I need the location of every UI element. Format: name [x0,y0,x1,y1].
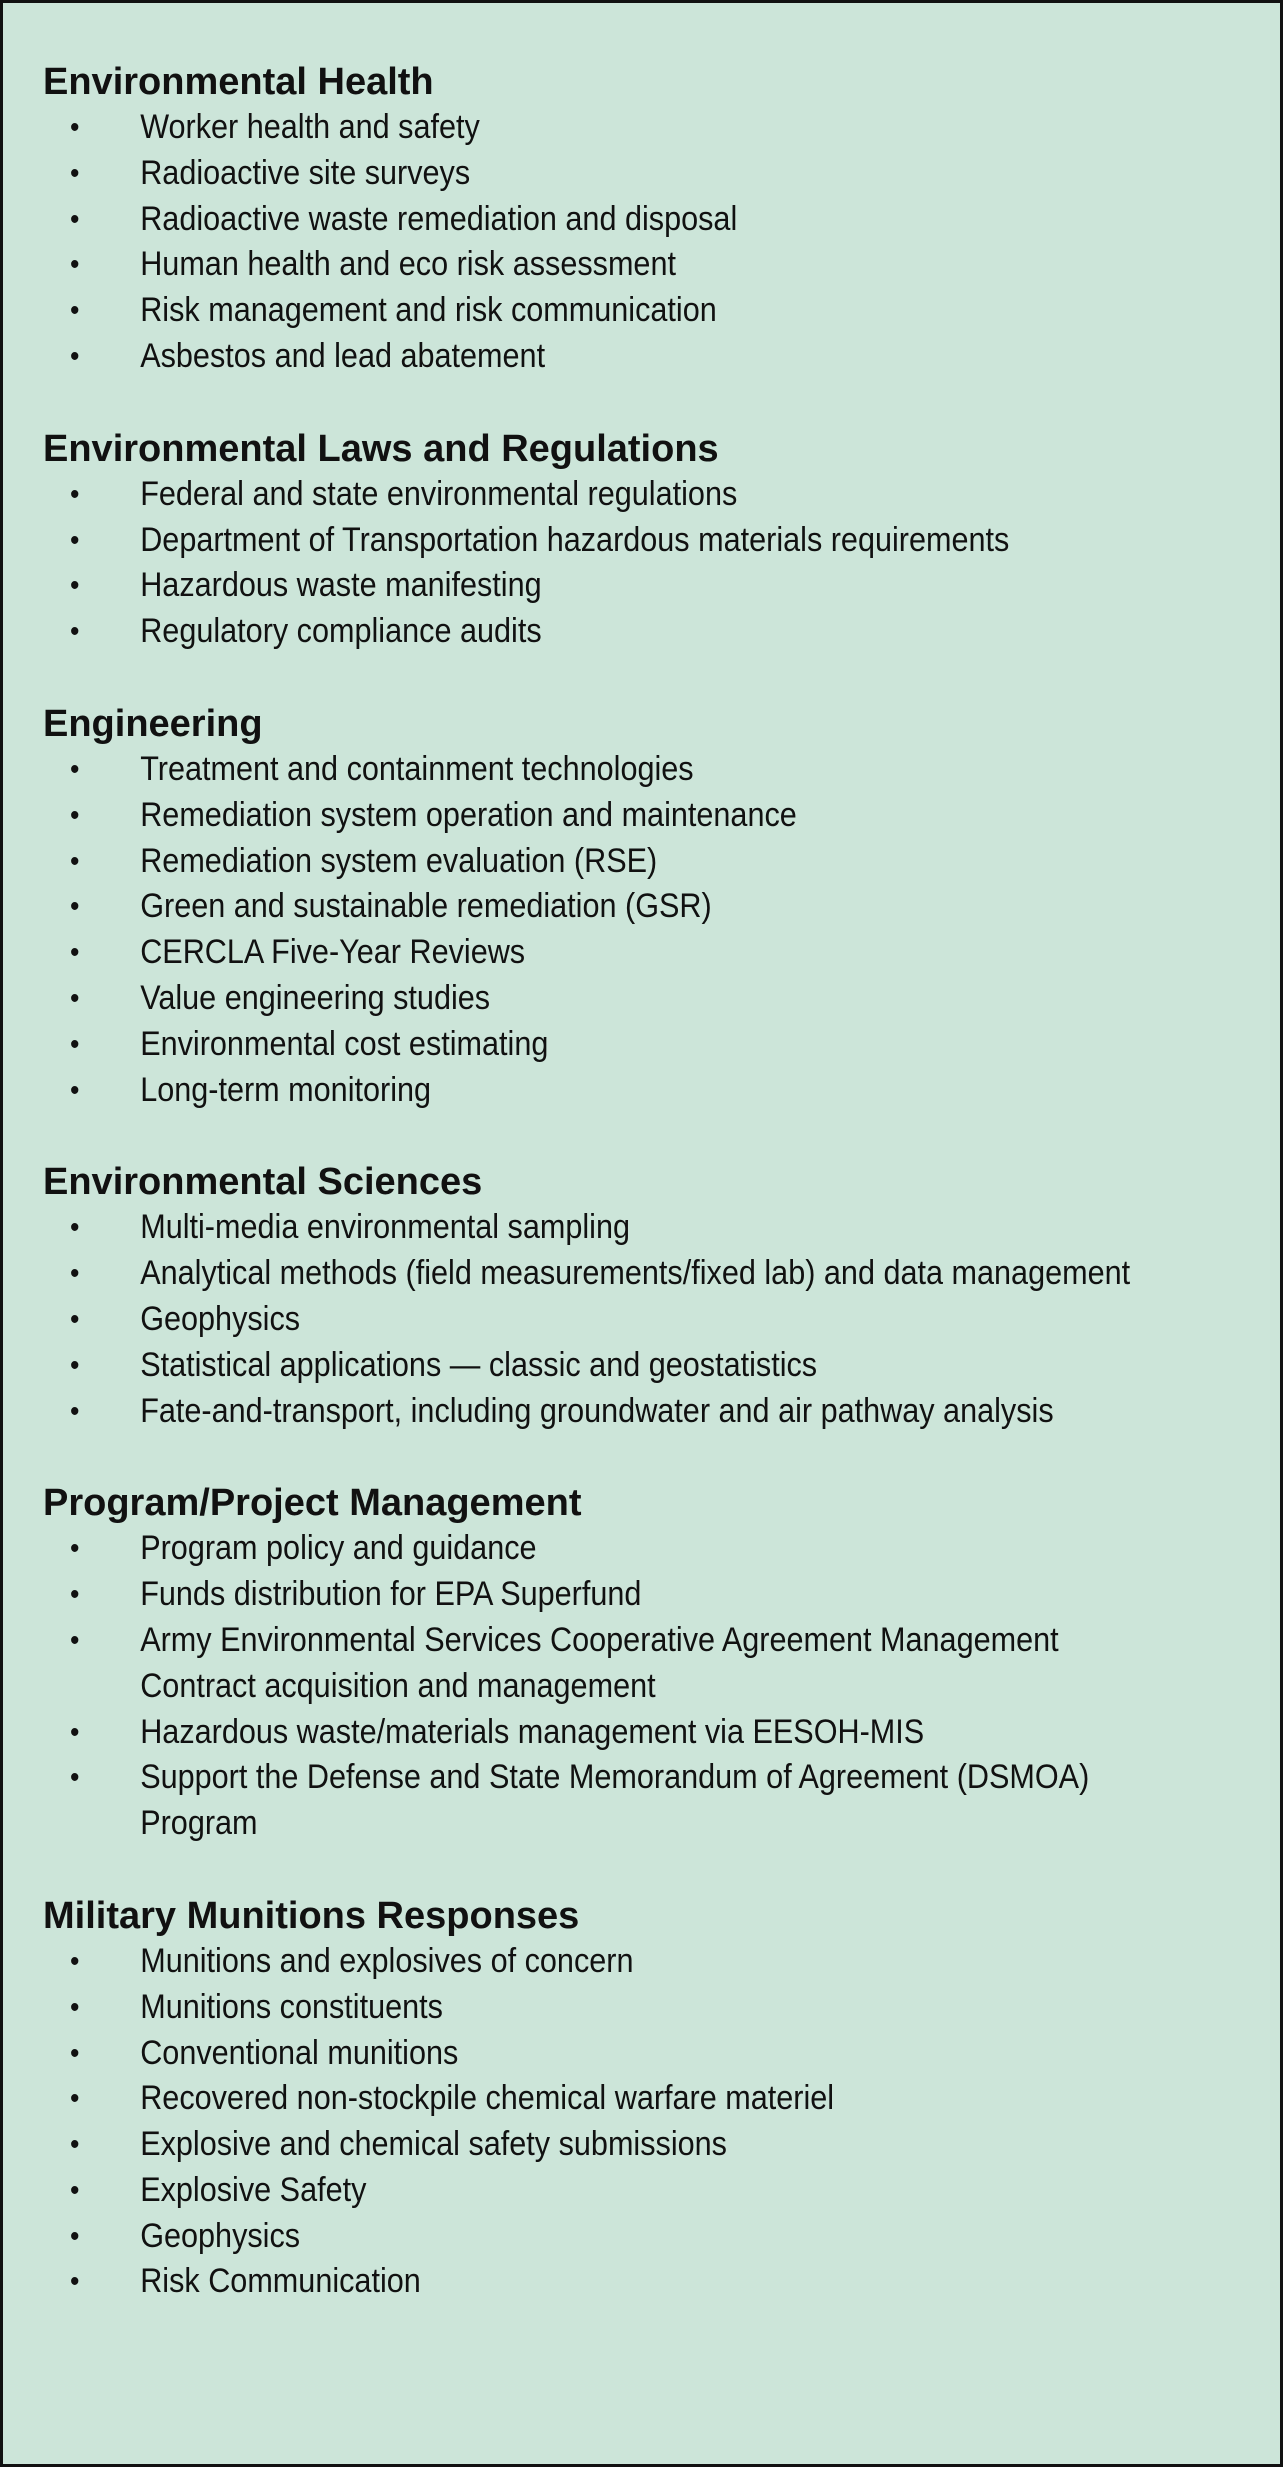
list-item [43,884,1146,930]
bullet-list [43,1939,1240,2305]
list-item [43,2076,1146,2122]
bullet-icon: • [70,294,80,328]
bullet-icon: • [70,1532,80,1566]
bullet-icon: • [70,1578,80,1612]
section [43,59,1240,380]
list-item [43,1572,1146,1618]
list-item-text: Army Environmental Services Cooperative Agreement Management Contract acquisition and management [140,1620,1059,1705]
list-item-text: Geophysics [140,2216,301,2255]
list-item-text: Hazardous waste manifesting [140,566,542,605]
list-item-text: Radioactive waste remediation and disposal [140,199,738,238]
section [43,1480,1240,1847]
list-item-text: Human health and eco risk assessment [140,245,676,284]
list-item [43,242,1146,288]
bullet-list [43,1205,1240,1434]
list-item [43,1297,1146,1343]
bullet-icon: • [70,156,80,190]
list-item-text: Funds distribution for EPA Superfund [140,1575,642,1614]
bullet-icon: • [70,1990,80,2024]
list-item [43,2122,1146,2168]
bullet-list [43,472,1240,655]
list-item [43,930,1146,976]
bullet-icon: • [70,248,80,282]
bullet-icon: • [70,2082,80,2116]
bullet-icon: • [70,615,80,649]
list-item [43,1022,1146,1068]
section-heading: Military Munitions Responses [43,1894,580,1937]
list-item [43,747,1146,793]
bullet-list [43,747,1240,1113]
list-item [43,1389,1146,1435]
bullet-icon: • [70,2128,80,2162]
list-item [43,976,1146,1022]
list-item [43,197,1146,243]
list-item-text: Munitions constituents [140,1987,443,2026]
list-item-text: Support the Defense and State Memorandum of Agreement (DSMOA) Program [140,1758,1090,1843]
list-item-text: Asbestos and lead abatement [140,336,546,375]
list-item-text: Hazardous waste/materials management via EESOH-MIS [140,1712,925,1751]
bullet-icon: • [70,752,80,786]
bullet-icon: • [70,2173,80,2207]
list-item-text: Statistical applications — classic and geostatistics [140,1345,818,1384]
list-item [43,793,1146,839]
bullet-icon: • [70,1348,80,1382]
list-item [43,839,1146,885]
bullet-icon: • [70,1715,80,1749]
bullet-icon: • [70,1944,80,1978]
bullet-icon: • [70,890,80,924]
list-item-text: Munitions and explosives of concern [140,1941,634,1980]
list-item [43,1205,1146,1251]
bullet-list [43,105,1240,380]
list-item [43,1755,1146,1847]
list-item [43,334,1146,380]
section [43,426,1240,655]
bullet-icon: • [70,1257,80,1291]
list-item-text: Value engineering studies [140,978,491,1017]
list-item-text: Remediation system evaluation (RSE) [140,841,658,880]
list-item [43,2031,1146,2077]
list-item-text: Treatment and containment technologies [140,749,694,788]
list-item [43,1526,1146,1572]
list-item-text: Environmental cost estimating [140,1024,549,1063]
section-heading: Environmental Sciences [43,1161,483,1204]
section [43,1893,1240,2305]
list-item-text: Geophysics [140,1299,301,1338]
list-item [43,288,1146,334]
list-item [43,1939,1146,1985]
bullet-icon: • [70,569,80,603]
list-item-text: Regulatory compliance audits [140,612,542,651]
list-item [43,1251,1146,1297]
bullet-icon: • [70,981,80,1015]
section-heading: Environmental Health [43,61,434,103]
list-item-text: Long-term monitoring [140,1070,432,1109]
list-item [43,1068,1146,1114]
list-item-text: Explosive and chemical safety submissions [140,2125,727,2164]
list-item [43,1985,1146,2031]
bullet-icon: • [70,1623,80,1657]
list-item [43,2259,1146,2305]
bullet-icon: • [70,2265,80,2299]
list-item [43,472,1146,518]
list-item-text: Risk Communication [140,2262,421,2301]
list-item-text: Risk management and risk communication [140,291,717,330]
list-item [43,563,1146,609]
bullet-icon: • [70,2036,80,2070]
list-item-text: Analytical methods (field measurements/fixed lab) and data management [140,1254,1131,1293]
list-item-text: Green and sustainable remediation (GSR) [140,887,712,926]
list-item [43,609,1146,655]
bullet-icon: • [70,523,80,557]
section-heading: Environmental Laws and Regulations [43,427,719,470]
list-item-text: CERCLA Five-Year Reviews [140,933,526,972]
bullet-icon: • [70,936,80,970]
section [43,701,1240,1113]
list-item-text: Conventional munitions [140,2033,459,2072]
section [43,1159,1240,1434]
list-item-text: Recovered non-stockpile chemical warfare materiel [140,2079,835,2118]
list-item [43,2168,1146,2214]
bullet-icon: • [70,844,80,878]
bullet-icon: • [70,1027,80,1061]
bullet-icon: • [70,1394,80,1428]
list-item-text: Program policy and guidance [140,1529,537,1568]
list-item-text: Remediation system operation and maintenance [140,795,797,834]
list-item [43,151,1146,197]
list-item [43,1343,1146,1389]
list-item [43,2214,1146,2260]
bullet-icon: • [70,339,80,373]
list-item-text: Multi-media environmental sampling [140,1208,631,1247]
section-heading: Program/Project Management [43,1482,582,1525]
list-item-text: Federal and state environmental regulations [140,474,738,513]
bullet-icon: • [70,1761,80,1795]
bullet-icon: • [70,1073,80,1107]
list-item [43,518,1146,564]
list-item [43,105,1146,151]
bullet-icon: • [70,202,80,236]
bullet-icon: • [70,111,80,144]
list-item-text: Radioactive site surveys [140,153,471,192]
bullet-icon: • [70,2219,80,2253]
list-item-text: Department of Transportation hazardous materials requirements [140,520,1010,559]
bullet-icon: • [70,1302,80,1336]
list-item [43,1710,1146,1756]
list-item-text: Fate-and-transport, including groundwater and air pathway analysis [140,1391,1054,1430]
bullet-list [43,1526,1240,1847]
bullet-icon: • [70,477,80,511]
bullet-icon: • [70,1211,80,1245]
list-item-text: Worker health and safety [140,108,480,146]
bullet-icon: • [70,798,80,832]
section-heading: Engineering [43,702,263,745]
list-item [43,1618,1146,1710]
list-item-text: Explosive Safety [140,2170,367,2209]
